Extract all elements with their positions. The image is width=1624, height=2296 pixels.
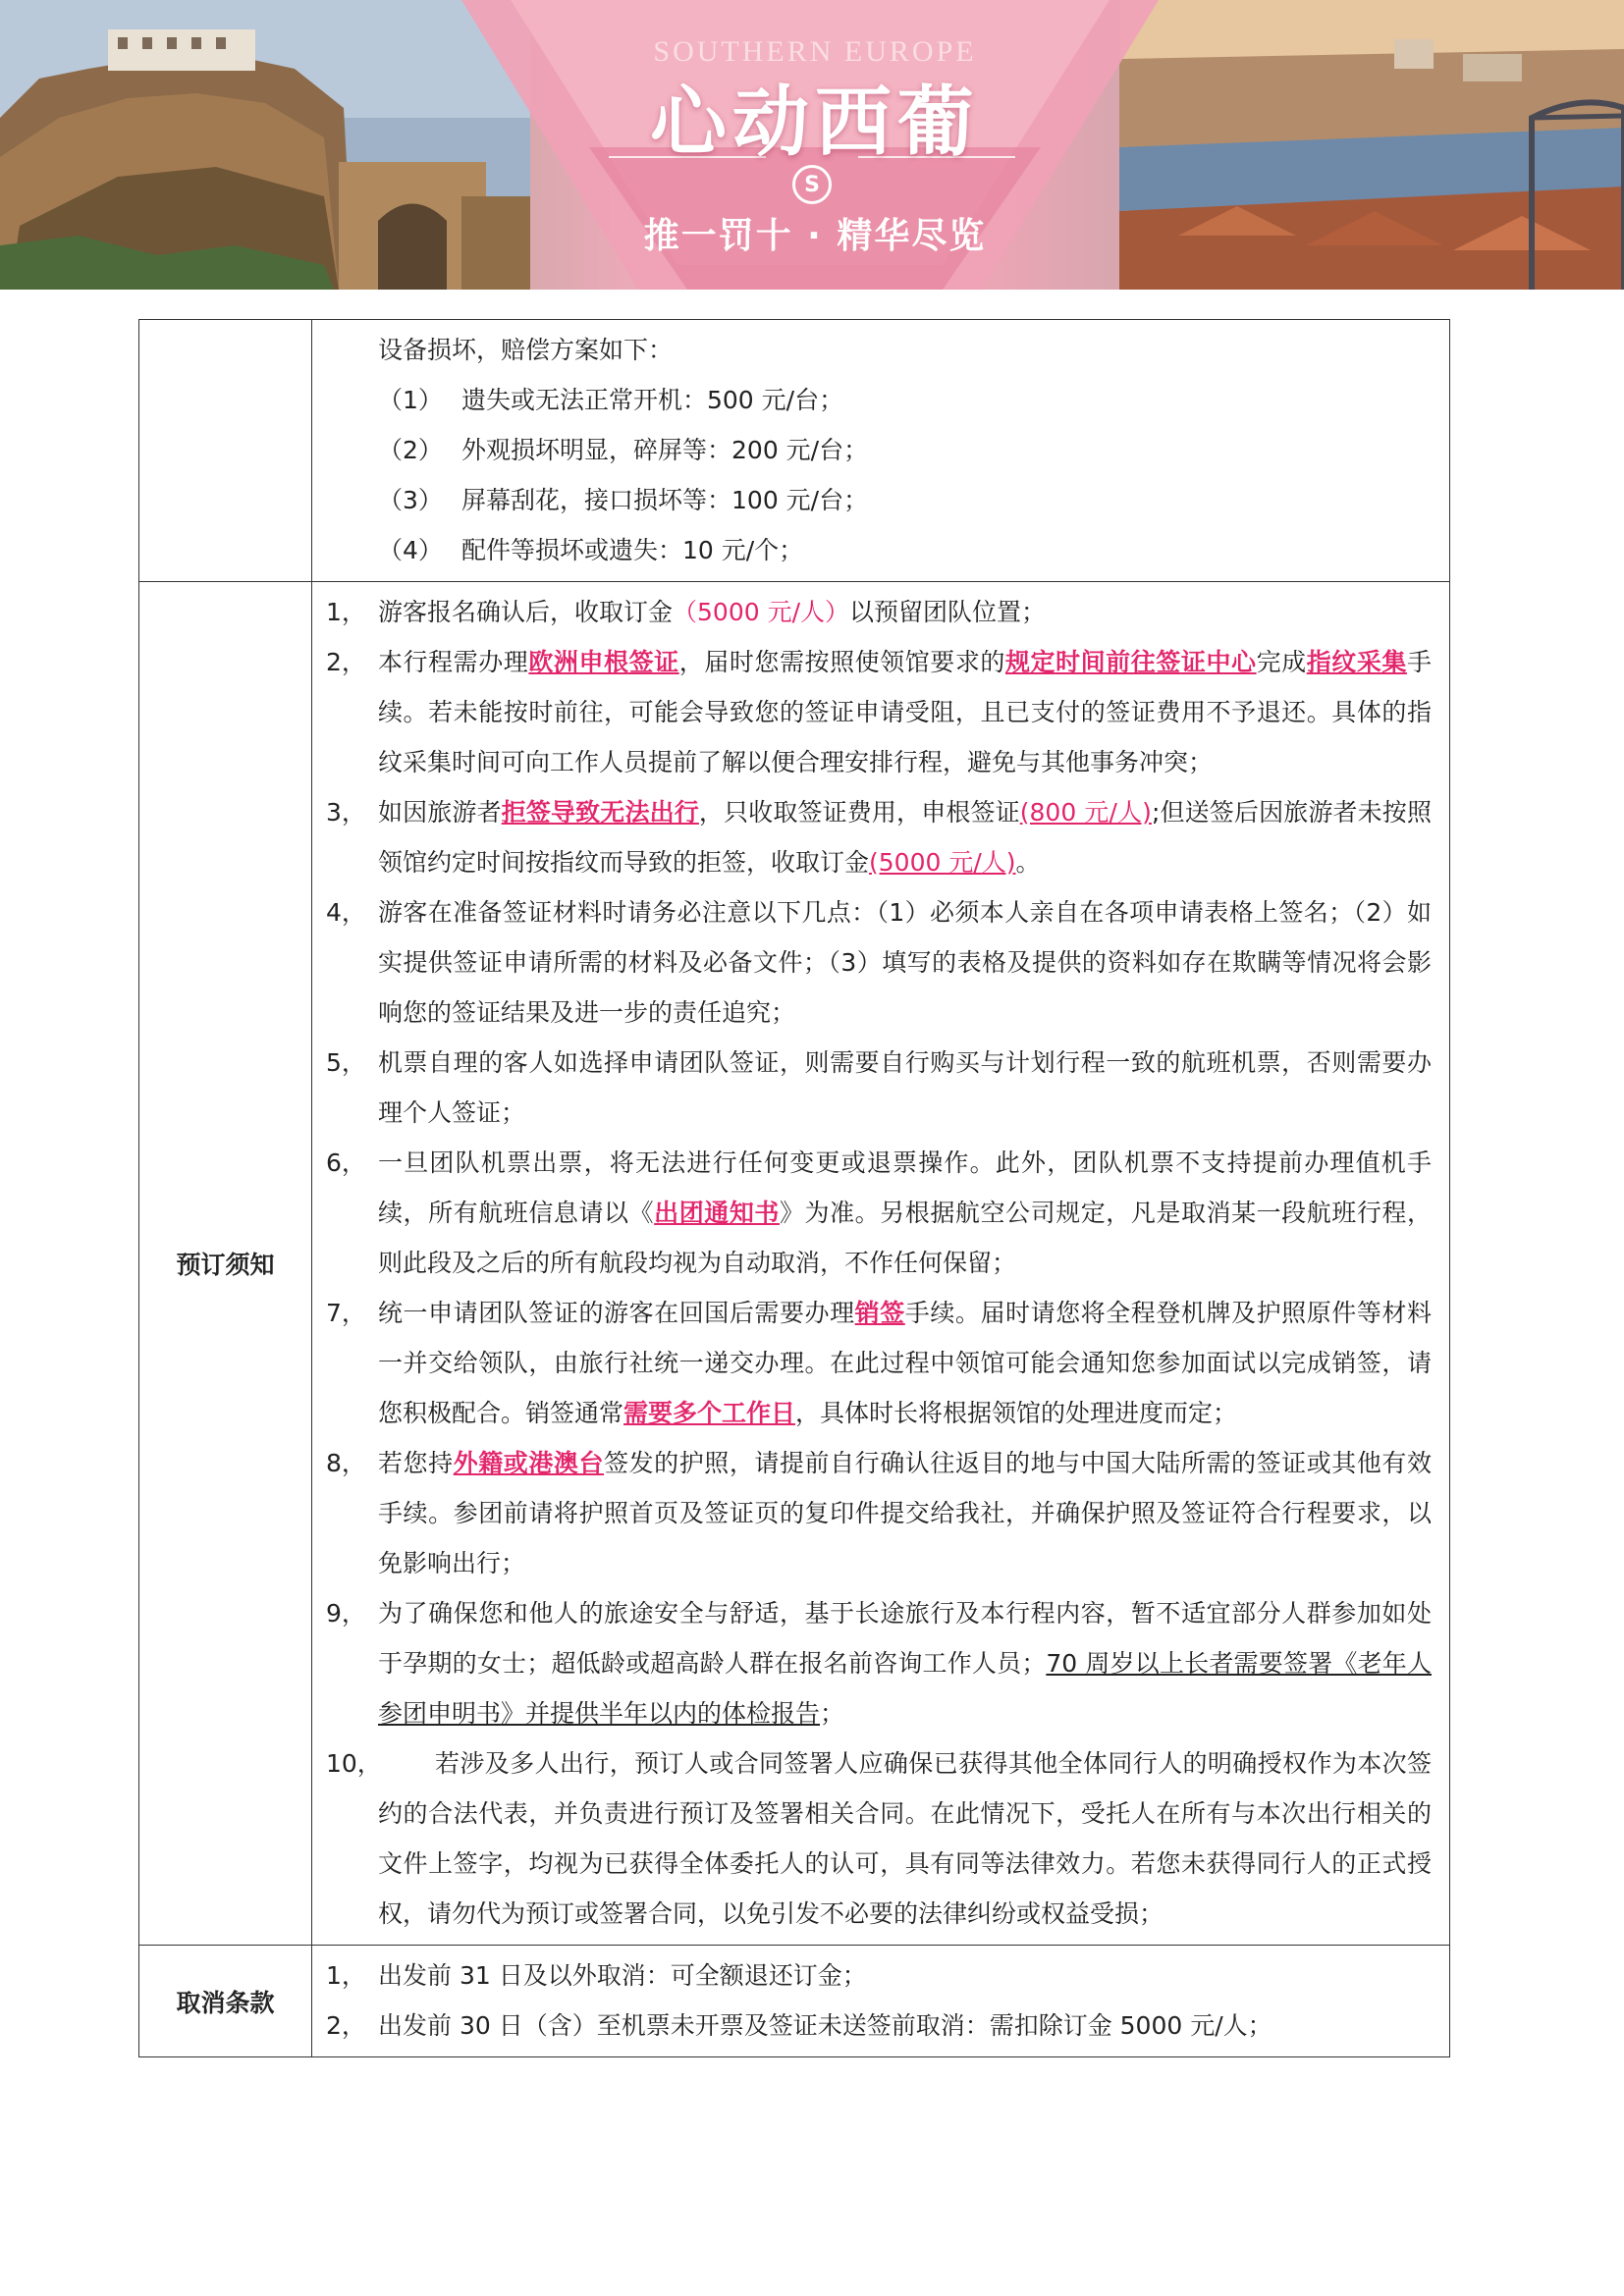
cancel-item-2: 2， 出发前 30 日（含）至机票未开票及签证未送签前取消：需扣除订金 5000 元/人；	[326, 2011, 1272, 2040]
booking-item-6: 6， 一旦团队机票出票，将无法进行任何变更或退票操作。此外，团队机票不支持提前办理值机手续，所有航班信息请以《出团通知书》为准。另根据航空公司规定，凡是取消某一段航班行程，则此段及之后的所有航段均视为自动取消，不作任何保留；	[326, 1148, 1432, 1277]
booking-item-3: 3， 如因旅游者拒签导致无法出行，只收取签证费用，申根签证(800 元/人);但送签后因旅游者未按照领馆约定时间按指纹而导致的拒签，收取订金(5000 元/人)。	[326, 798, 1432, 877]
terms-table	[138, 319, 1450, 2057]
banner-slogan: 推一罚十 · 精华尽览	[643, 216, 987, 256]
banner-title: 心动西葡	[649, 78, 980, 167]
booking-label: 预订须知	[139, 582, 312, 1946]
header-banner	[0, 0, 1624, 290]
device-item-2: （2） 外观损坏明显，碎屏等：200 元/台；	[378, 436, 869, 464]
booking-row	[139, 582, 1450, 1946]
booking-item-1: 1， 游客报名确认后，收取订金（5000 元/人）以预留团队位置；	[326, 598, 1047, 626]
cancel-content	[312, 1946, 1450, 2057]
device-item-4: （4） 配件等损坏或遗失：10 元/个；	[378, 536, 804, 564]
cancel-label: 取消条款	[139, 1946, 312, 2057]
device-item-3: （3） 屏幕刮花，接口损坏等：100 元/台；	[378, 486, 869, 514]
cancel-row	[139, 1946, 1450, 2057]
booking-item-5: 5， 机票自理的客人如选择申请团队签证，则需要自行购买与计划行程一致的航班机票，否则需要办理个人签证；	[326, 1048, 1432, 1127]
booking-item-4: 4， 游客在准备签证材料时请务必注意以下几点：（1）必须本人亲自在各项申请表格上签名；（2）如实提供签证申请所需的材料及必备文件；（3）填写的表格及提供的资料如存在欺瞒等情况将会影响您的签证结果及进一步的责任追究；	[326, 898, 1432, 1027]
device-content	[312, 320, 1450, 582]
device-row	[139, 320, 1450, 582]
cancel-item-1: 1， 出发前 31 日及以外取消：可全额退还订金；	[326, 1961, 867, 1990]
booking-item-7: 7， 统一申请团队签证的游客在回国后需要办理销签手续。届时请您将全程登机牌及护照原件等材料一并交给领队，由旅行社统一递交办理。在此过程中领馆可能会通知您参加面试以完成销签，请您积极配合。销签通常需要多个工作日，具体时长将根据领馆的处理进度而定；	[326, 1299, 1432, 1427]
booking-item-8: 8， 若您持外籍或港澳台签发的护照，请提前自行确认往返目的地与中国大陆所需的签证或其他有效手续。参团前请将护照首页及签证页的复印件提交给我社，并确保护照及签证符合行程要求，以免影响出行；	[326, 1449, 1432, 1577]
booking-item-10: 10， 若涉及多人出行，预订人或合同签署人应确保已获得其他全体同行人的明确授权作为本次签约的合法代表，并负责进行预订及签署相关合同。在此情况下，受托人在所有与本次出行相关的文件上签字，均视为已获得全体委托人的认可，具有同等法律效力。若您未获得同行人的正式授权，请勿代为预订或签署合同，以免引发不必要的法律纠纷或权益受损；	[326, 1749, 1432, 1928]
booking-item-2: 2， 本行程需办理欧洲申根签证，届时您需按照使领馆要求的规定时间前往签证中心完成指纹采集手续。若未能按时前往，可能会导致您的签证申请受阻，且已支付的签证费用不予退还。具体的指纹采集时间可向工作人员提前了解以便合理安排行程，避免与其他事务冲突；	[326, 648, 1432, 776]
device-item-1: （1） 遗失或无法正常开机：500 元/台；	[378, 386, 844, 414]
device-label-cell	[139, 320, 312, 582]
logo-s-icon: S	[792, 165, 832, 204]
banner-subtitle-en: SOUTHERN EUROPE	[653, 35, 977, 68]
booking-content	[312, 582, 1450, 1946]
device-intro: 设备损坏，赔偿方案如下：	[378, 336, 674, 364]
booking-item-9: 9， 为了确保您和他人的旅途安全与舒适，基于长途旅行及本行程内容，暂不适宜部分人群参加如处于孕期的女士；超低龄或超高龄人群在报名前咨询工作人员；70 周岁以上长者需要签署《老年人参团申明书》并提供半年以内的体检报告；	[326, 1599, 1432, 1728]
